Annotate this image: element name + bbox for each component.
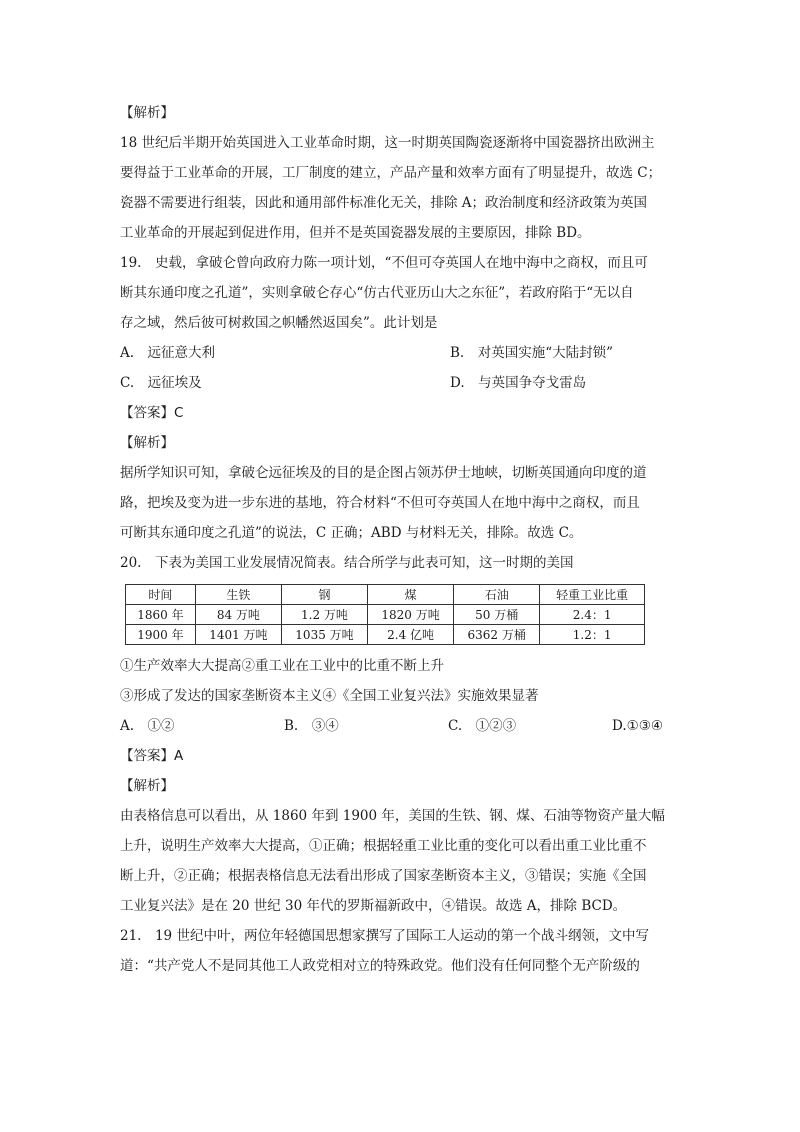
table-cell: 6362 万桶 [454, 625, 540, 645]
table-header-cell: 煤 [368, 585, 454, 605]
q21-stem-line: 21. 19 世纪中叶，两位年轻德国思想家撰写了国际工人运动的第一个战斗纲领，文中写 [120, 928, 649, 944]
q19-answer: 【答案】C [120, 405, 184, 421]
q19-option-c: C. 远征埃及 [120, 375, 202, 391]
table-header-cell: 轻重工业比重 [540, 585, 645, 605]
q20-analysis-line: 由表格信息可以看出，从 1860 年到 1900 年，美国的生铁、钢、煤、石油等物资产量大幅 [120, 808, 665, 824]
q19-options-row [120, 368, 680, 398]
q20-statement-line: ①生产效率大大提高②重工业在工业中的比重不断上升 [120, 658, 444, 674]
table-header-cell: 生铁 [195, 585, 281, 605]
table-cell: 1035 万吨 [281, 625, 367, 645]
q19-option-b: B. 对英国实施“大陆封锁” [450, 345, 614, 361]
q20-analysis-tag: 【解析】 [120, 778, 174, 794]
q20-analysis-line: 上升，说明生产效率大大提高，①正确；根据轻重工业比重的变化可以看出重工业比重不 [120, 838, 647, 854]
q20-analysis-line: 断上升，②正确；根据表格信息无法看出形成了国家垄断资本主义，③错误；实施《全国 [120, 868, 647, 884]
table-header-row [126, 585, 645, 605]
table-cell: 1860 年 [126, 605, 196, 625]
q18-analysis-line: 工业革命的开展起到促进作用，但并不是英国瓷器发展的主要原因，排除 BD。 [120, 225, 591, 241]
table-cell: 50 万桶 [454, 605, 540, 625]
q19-option-d: D. 与英国争夺戈雷岛 [450, 375, 587, 391]
q20-analysis-line: 工业复兴法》是在 20 世纪 30 年代的罗斯福新政中，④错误。故选 A，排除 BCD。 [120, 898, 627, 914]
table-cell: 2.4 亿吨 [368, 625, 454, 645]
q19-option-a: A. 远征意大利 [120, 345, 216, 361]
table-cell: 84 万吨 [195, 605, 281, 625]
q19-stem-line: 断其东通印度之孔道”，实则拿破仑存心“仿古代亚历山大之东征”，若政府陷于“无以自 [120, 285, 634, 301]
q19-options-row [120, 338, 680, 368]
table-cell: 1820 万吨 [368, 605, 454, 625]
q18-analysis-line: 18 世纪后半期开始英国进入工业革命时期，这一时期英国陶瓷逐渐将中国瓷器挤出欧洲主 [120, 135, 655, 151]
table-header-cell: 时间 [126, 585, 196, 605]
q21-stem-line: 道：“共产党人不是同其他工人政党相对立的特殊政党。他们没有任何同整个无产阶级的 [120, 958, 640, 974]
q18-analysis-tag: 【解析】 [120, 105, 174, 121]
q18-analysis-line: 要得益于工业革命的开展，工厂制度的建立，产品产量和效率方面有了明显提升，故选 C； [120, 165, 662, 181]
table-cell: 2.4：1 [540, 605, 645, 625]
table-row [126, 605, 645, 625]
q20-data-table [125, 584, 645, 645]
q20-option-c: C. ①②③ [448, 718, 517, 734]
table-cell: 1900 年 [126, 625, 196, 645]
q19-analysis-line: 据所学知识可知，拿破仑远征埃及的目的是企图占领苏伊士地峡，切断英国通向印度的道 [120, 465, 647, 481]
exam-page [120, 98, 680, 981]
table-header-cell: 石油 [454, 585, 540, 605]
table-cell: 1.2：1 [540, 625, 645, 645]
q19-stem-line: 19. 史载，拿破仑曾向政府力陈一项计划，“不但可夺英国人在地中海中之商权，而且可 [120, 255, 648, 271]
q19-analysis-line: 可断其东通印度之孔道”的说法，C 正确；ABD 与材料无关，排除。故选 C。 [120, 525, 583, 541]
q20-statement-line: ③形成了发达的国家垄断资本主义④《全国工业复兴法》实施效果显著 [120, 688, 539, 704]
table-cell: 1401 万吨 [195, 625, 281, 645]
q20-answer: 【答案】A [120, 748, 184, 764]
table-row [126, 625, 645, 645]
q20-option-b: B. ③④ [284, 718, 339, 734]
table-cell: 1.2 万吨 [281, 605, 367, 625]
q19-analysis-line: 路，把埃及变为进一步东进的基地，符合材料“不但可夺英国人在地中海中之商权，而且 [120, 495, 640, 511]
q20-stem: 20. 下表为美国工业发展情况简表。结合所学与此表可知，这一时期的美国 [120, 555, 574, 571]
q19-stem-line: 存之域，然后彼可树救国之帜幡然返国矣”。此计划是 [120, 315, 438, 331]
q18-analysis-line: 瓷器不需要进行组装，因此和通用部件标准化无关，排除 A；政治制度和经济政策为英国 [120, 195, 648, 211]
q20-options-row [120, 711, 680, 741]
q19-analysis-tag: 【解析】 [120, 435, 174, 451]
table-header-cell: 钢 [281, 585, 367, 605]
q20-option-d: D.①③④ [612, 718, 663, 734]
q20-option-a: A. ①② [120, 718, 175, 734]
